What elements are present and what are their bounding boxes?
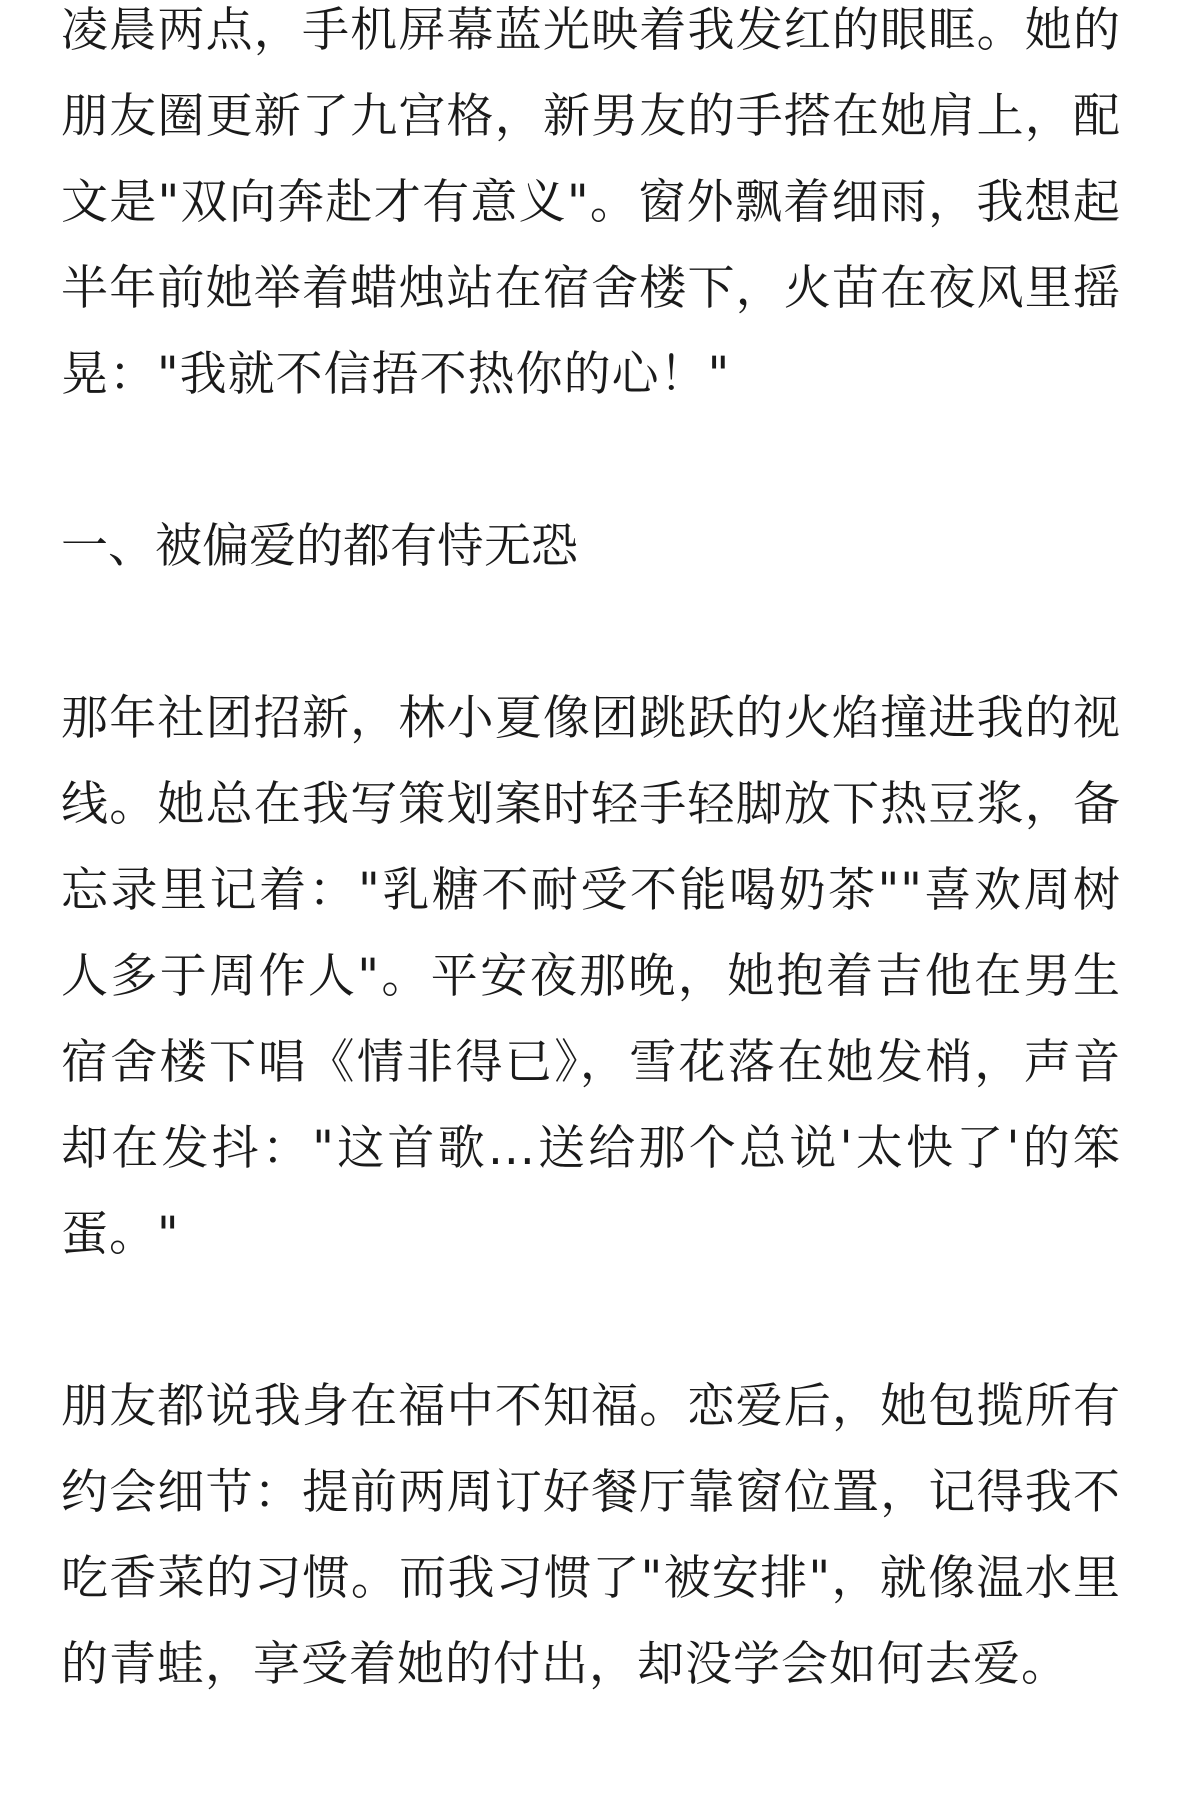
paragraph-club-recruitment: 那年社团招新，林小夏像团跳跃的火焰撞进我的视线。她总在我写策划案时轻手轻脚放下热豆浆，备忘录里记着："乳糖不耐受不能喝奶茶""喜欢周树人多于周作人"。平安夜那晚，她抱着吉他在男生宿舍楼下唱《情非得已》，雪花落在她发梢，声音却在发抖："这首歌...送给那个总说'太快了'的笨蛋。"	[61, 691, 1121, 1262]
paragraph-friends-comment: 朋友都说我身在福中不知福。恋爱后，她包揽所有约会细节：提前两周订好餐厅靠窗位置，记得我不吃香菜的习惯。而我习惯了"被安排"，就像温水里的青蛙，享受着她的付出，却没学会如何去爱。	[61, 1379, 1121, 1692]
section-heading: 一、被偏爱的都有恃无恐	[61, 519, 578, 574]
article-body	[61, 0, 1121, 1794]
paragraph-opening: 凌晨两点，手机屏幕蓝光映着我发红的眼眶。她的朋友圈更新了九宫格，新男友的手搭在她肩上，配文是"双向奔赴才有意义"。窗外飘着细雨，我想起半年前她举着蜡烛站在宿舍楼下，火苗在夜风里摇晃："我就不信捂不热你的心！"	[61, 3, 1121, 402]
